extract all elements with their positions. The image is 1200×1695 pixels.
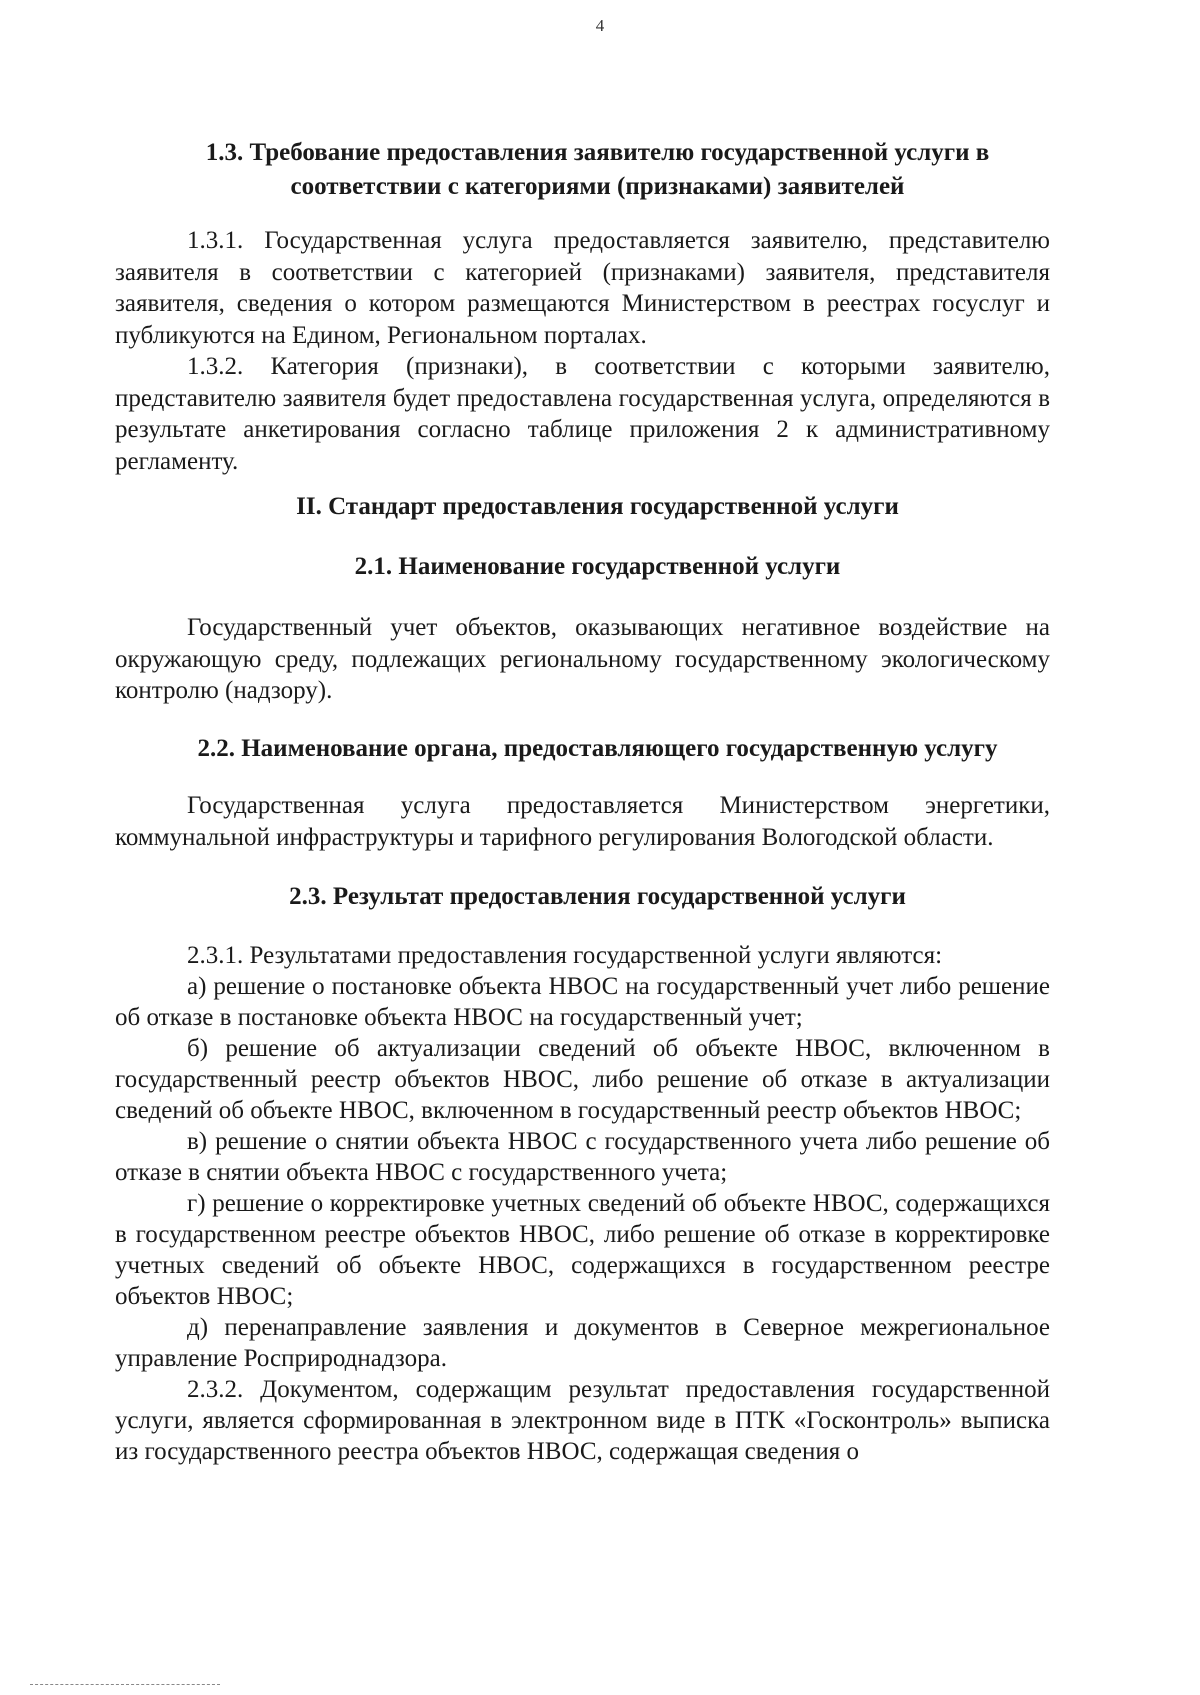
list-item-a: а) решение о постановке объекта НВОС на государственный учет либо решение об отказе в постановке объекта НВОС на государственный учет; [115,973,1050,1031]
list-item-v: в) решение о снятии объекта НВОС с государственного учета либо решение об отказе в снятии объекта НВОС с государственного учета; [115,1128,1050,1186]
paragraph-1-3-1: 1.3.1. Государственная услуга предоставляется заявителю, представителю заявителя в соответствии с категорией (признаками) заявителя, представителя заявителя, сведения о котором размещаются Министерством в реестрах госуслуг и публикуются на Едином, Региональном порталах. [115,227,1050,349]
section-2-2-heading: 2.2. Наименование органа, предоставляющего государственную услугу [197,735,998,762]
paragraph-2-3-1: 2.3.1. Результатами предоставления государственной услуги являются: [187,942,943,969]
section-1-3-heading-line2: соответствии с категориями (признаками) заявителей [290,173,905,200]
paragraph-1-3-2: 1.3.2. Категория (признаки), в соответствии с которыми заявителю, представителю заявителя будет предоставлена государственная услуга, определяются в результате анкетирования согласно таблице приложения 2 к административному регламенту. [115,353,1050,475]
paragraph-2-2: Государственная услуга предоставляется Министерством энергетики, коммунальной инфраструктуры и тарифного регулирования Вологодской области. [115,792,1050,851]
paragraph-2-3-2: 2.3.2. Документом, содержащим результат предоставления государственной услуги, является сформированная в электронном виде в ПТК «Госконтроль» выписка из государственного реестра объектов НВОС, содержащая сведения о [115,1376,1050,1465]
page-number: 4 [595,16,605,35]
paragraph-2-1: Государственный учет объектов, оказывающих негативное воздействие на окружающую среду, подлежащих региональному государственному экологическому контролю (надзору). [115,614,1050,704]
chapter-2-heading: II. Стандарт предоставления государственной услуги [296,493,899,520]
list-item-g: г) решение о корректировке учетных сведений об объекте НВОС, содержащихся в государственном реестре объектов НВОС, либо решение об отказе в корректировке учетных сведений об объекте НВОС, содержащихся в государственном реестре объектов НВОС; [115,1190,1050,1310]
section-2-1-heading: 2.1. Наименование государственной услуги [354,553,841,580]
footer-divider [30,1684,220,1685]
section-1-3-heading-line1: 1.3. Требование предоставления заявителю государственной услуги в [205,139,990,166]
list-item-b: б) решение об актуализации сведений об объекте НВОС, включенном в государственный реестр объектов НВОС, либо решение об отказе в актуализации сведений об объекте НВОС, включенном в государственный реестр объектов НВОС; [115,1035,1050,1124]
section-1-3-heading [115,136,1050,204]
section-2-3-heading: 2.3. Результат предоставления государственной услуги [289,883,906,910]
list-item-d: д) перенаправление заявления и документов в Северное межрегиональное управление Росприроднадзора. [115,1314,1050,1372]
